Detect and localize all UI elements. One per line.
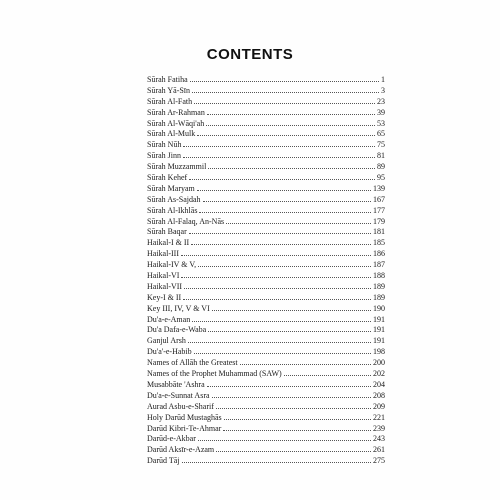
toc-entry-page-number: 177 bbox=[373, 205, 385, 215]
dot-leader bbox=[189, 179, 375, 180]
toc-entry-title: Haikal-IV & V, bbox=[147, 260, 197, 270]
dot-leader bbox=[223, 430, 371, 431]
toc-entry-page-number: 202 bbox=[373, 369, 385, 379]
toc-entry-page-number: 39 bbox=[377, 107, 385, 117]
toc-entry bbox=[147, 304, 385, 315]
toc-entry-title: Sūrah As-Sajdah bbox=[147, 194, 201, 204]
toc-entry-page-number: 198 bbox=[373, 347, 385, 357]
dot-leader bbox=[212, 310, 371, 311]
toc-entry bbox=[147, 434, 385, 445]
toc-entry-title: Sūrah Al-Falaq, An-Nās bbox=[147, 216, 225, 226]
dot-leader bbox=[191, 244, 371, 245]
toc-entry bbox=[147, 347, 385, 358]
toc-entry-title: Aurad Asbu-e-Sharif bbox=[147, 401, 214, 411]
toc-entry bbox=[147, 162, 385, 173]
dot-leader bbox=[198, 266, 371, 267]
toc-entry-title: Sūrah Al-Mulk bbox=[147, 129, 196, 139]
toc-entry-page-number: 189 bbox=[373, 281, 385, 291]
toc-entry-title: Du'a Dafa-e-Waba bbox=[147, 325, 207, 335]
toc-entry-page-number: 189 bbox=[373, 292, 385, 302]
toc-entry-title: Darūd-e-Akbar bbox=[147, 434, 196, 444]
toc-entry-title: Darūd Kibri-Te-Ahmar bbox=[147, 423, 222, 433]
toc-entry-title: Sūrah Al-Wāqi'ah bbox=[147, 118, 205, 128]
toc-entry bbox=[147, 97, 385, 108]
dot-leader bbox=[207, 386, 371, 387]
dot-leader bbox=[181, 277, 371, 278]
toc-entry-page-number: 208 bbox=[373, 390, 385, 400]
dot-leader bbox=[183, 146, 375, 147]
table-of-contents bbox=[147, 75, 385, 467]
toc-entry bbox=[147, 369, 385, 380]
toc-entry bbox=[147, 336, 385, 347]
toc-entry bbox=[147, 402, 385, 413]
toc-entry-page-number: 187 bbox=[373, 260, 385, 270]
toc-entry-page-number: 239 bbox=[373, 423, 385, 433]
toc-entry-title: Darūd Aksīr-e-Azam bbox=[147, 445, 215, 455]
toc-entry-page-number: 75 bbox=[377, 140, 385, 150]
toc-entry-title: Ganjul Arsh bbox=[147, 336, 186, 346]
toc-entry-title: Haikal-VII bbox=[147, 281, 183, 291]
dot-leader bbox=[192, 92, 379, 93]
toc-entry bbox=[147, 249, 385, 260]
dot-leader bbox=[181, 255, 371, 256]
toc-entry-title: Holy Darūd Mustaghās bbox=[147, 412, 222, 422]
toc-entry-title: Key III, IV, V & VI bbox=[147, 303, 210, 313]
toc-entry-title: Names of Allāh the Greatest bbox=[147, 358, 238, 368]
toc-entry bbox=[147, 140, 385, 151]
toc-entry-page-number: 221 bbox=[373, 412, 385, 422]
toc-entry-page-number: 191 bbox=[373, 325, 385, 335]
toc-entry-page-number: 53 bbox=[377, 118, 385, 128]
dot-leader bbox=[216, 451, 371, 452]
dot-leader bbox=[194, 103, 375, 104]
dot-leader bbox=[208, 168, 375, 169]
toc-entry-page-number: 261 bbox=[373, 445, 385, 455]
toc-entry-title: Du'a-e-Aman bbox=[147, 314, 191, 324]
toc-entry-page-number: 139 bbox=[373, 183, 385, 193]
toc-entry-page-number: 275 bbox=[373, 456, 385, 466]
toc-entry bbox=[147, 75, 385, 86]
dot-leader bbox=[184, 288, 371, 289]
toc-entry-page-number: 95 bbox=[377, 173, 385, 183]
toc-entry-page-number: 23 bbox=[377, 96, 385, 106]
toc-entry-page-number: 167 bbox=[373, 194, 385, 204]
toc-entry-page-number: 191 bbox=[373, 314, 385, 324]
toc-entry-title: Sūrah Al-Fath bbox=[147, 96, 193, 106]
toc-entry-title: Haikal-I & II bbox=[147, 238, 190, 248]
toc-entry bbox=[147, 227, 385, 238]
toc-entry-title: Sūrah Yā-Sīn bbox=[147, 85, 191, 95]
dot-leader bbox=[284, 375, 371, 376]
toc-entry-title: Sūrah Nūh bbox=[147, 140, 182, 150]
toc-entry-page-number: 204 bbox=[373, 379, 385, 389]
toc-entry-title: Sūrah Baqar bbox=[147, 227, 187, 237]
toc-entry-title: Names of the Prophet Muhammad (SAW) bbox=[147, 369, 282, 379]
toc-entry bbox=[147, 424, 385, 435]
toc-entry-title: Musabbāte 'Ashra bbox=[147, 379, 205, 389]
toc-entry-page-number: 188 bbox=[373, 271, 385, 281]
toc-entry-page-number: 81 bbox=[377, 151, 385, 161]
contents-heading: CONTENTS bbox=[206, 46, 294, 63]
toc-entry bbox=[147, 380, 385, 391]
dot-leader bbox=[206, 125, 375, 126]
toc-entry bbox=[147, 86, 385, 97]
toc-entry bbox=[147, 325, 385, 336]
dot-leader bbox=[226, 223, 371, 224]
dot-leader bbox=[190, 81, 379, 82]
toc-entry bbox=[147, 456, 385, 467]
toc-entry-page-number: 186 bbox=[373, 249, 385, 259]
toc-entry-page-number: 190 bbox=[373, 303, 385, 313]
toc-entry-title: Sūrah Fatiha bbox=[147, 75, 188, 84]
toc-entry bbox=[147, 271, 385, 282]
toc-entry-title: Sūrah Maryam bbox=[147, 183, 195, 193]
toc-entry-page-number: 191 bbox=[373, 336, 385, 346]
toc-entry-page-number: 65 bbox=[377, 129, 385, 139]
toc-entry-title: Sūrah Ar-Rahman bbox=[147, 107, 205, 117]
dot-leader bbox=[208, 331, 371, 332]
toc-entry bbox=[147, 129, 385, 140]
toc-entry bbox=[147, 119, 385, 130]
toc-entry bbox=[147, 413, 385, 424]
toc-entry-page-number: 1 bbox=[381, 75, 385, 84]
toc-entry bbox=[147, 184, 385, 195]
toc-entry bbox=[147, 445, 385, 456]
dot-leader bbox=[197, 135, 375, 136]
dot-leader bbox=[189, 233, 371, 234]
toc-entry bbox=[147, 293, 385, 304]
dot-leader bbox=[212, 397, 371, 398]
toc-entry-page-number: 185 bbox=[373, 238, 385, 248]
toc-entry bbox=[147, 260, 385, 271]
dot-leader bbox=[192, 321, 371, 322]
dot-leader bbox=[224, 419, 371, 420]
dot-leader bbox=[207, 114, 375, 115]
toc-entry-page-number: 209 bbox=[373, 401, 385, 411]
toc-entry-title: Sūrah Kehef bbox=[147, 173, 188, 183]
toc-entry-title: Sūrah Al-Ikhlās bbox=[147, 205, 198, 215]
toc-entry bbox=[147, 108, 385, 119]
dot-leader bbox=[188, 342, 371, 343]
dot-leader bbox=[198, 440, 371, 441]
toc-entry-title: Du'a'-e-Habib bbox=[147, 347, 192, 357]
dot-leader bbox=[216, 408, 371, 409]
toc-entry-page-number: 3 bbox=[381, 85, 385, 95]
toc-entry-title: Sūrah Muzzammil bbox=[147, 162, 207, 172]
dot-leader bbox=[183, 157, 375, 158]
toc-entry-title: Key-I & II bbox=[147, 292, 182, 302]
dot-leader bbox=[199, 212, 371, 213]
toc-entry-title: Haikal-III bbox=[147, 249, 179, 259]
toc-entry-page-number: 89 bbox=[377, 162, 385, 172]
toc-entry-title: Sūrah Jinn bbox=[147, 151, 181, 161]
dot-leader bbox=[183, 299, 371, 300]
toc-entry-title: Haikal-VI bbox=[147, 271, 180, 281]
toc-entry bbox=[147, 315, 385, 326]
dot-leader bbox=[240, 364, 371, 365]
dot-leader bbox=[194, 353, 371, 354]
toc-entry bbox=[147, 173, 385, 184]
toc-entry bbox=[147, 282, 385, 293]
toc-entry bbox=[147, 391, 385, 402]
dot-leader bbox=[197, 190, 371, 191]
toc-entry-page-number: 243 bbox=[373, 434, 385, 444]
toc-entry-title: Du'a-e-Sunnat Asra bbox=[147, 390, 210, 400]
toc-entry bbox=[147, 151, 385, 162]
toc-entry-title: Darūd Tāj bbox=[147, 456, 180, 466]
toc-entry bbox=[147, 195, 385, 206]
toc-entry-page-number: 179 bbox=[373, 216, 385, 226]
toc-entry bbox=[147, 358, 385, 369]
toc-entry bbox=[147, 206, 385, 217]
toc-entry-page-number: 200 bbox=[373, 358, 385, 368]
toc-entry-page-number: 181 bbox=[373, 227, 385, 237]
dot-leader bbox=[203, 201, 371, 202]
toc-entry bbox=[147, 217, 385, 228]
toc-entry bbox=[147, 238, 385, 249]
dot-leader bbox=[182, 462, 371, 463]
